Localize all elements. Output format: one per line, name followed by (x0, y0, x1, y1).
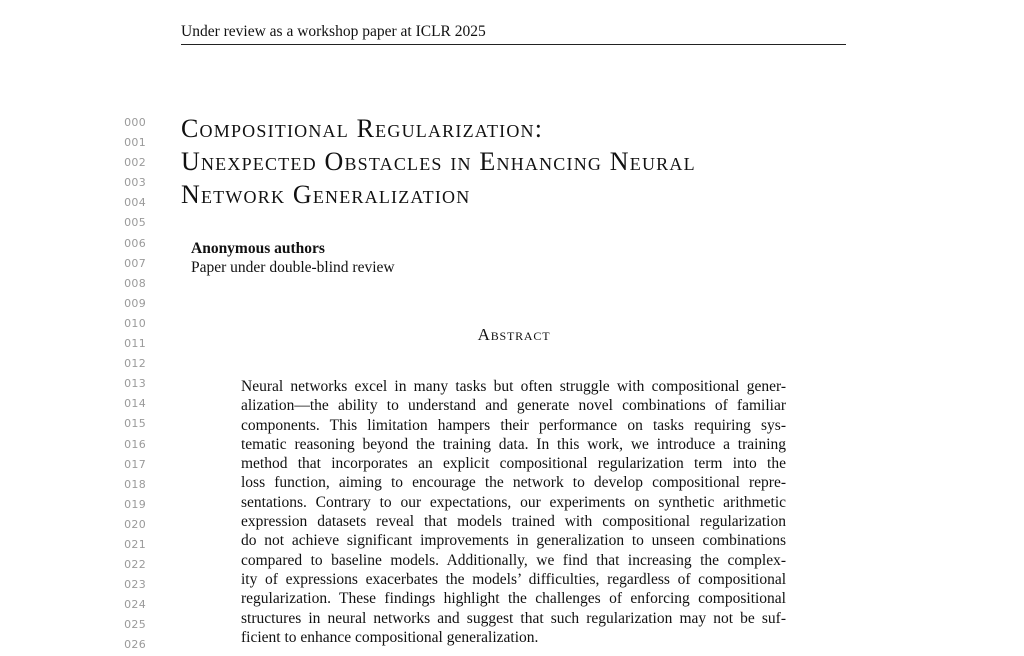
line-number: 015 (124, 417, 146, 431)
line-number: 001 (124, 136, 146, 150)
abstract-line: Neural networks excel in many tasks but often struggle with compositional gener- (241, 378, 786, 395)
abstract-line: tematic reasoning beyond the training data. In this work, we introduce a training (241, 435, 786, 453)
running-header: Under review as a workshop paper at ICLR 2025 (181, 22, 846, 45)
line-number: 004 (124, 196, 146, 210)
line-number: 020 (124, 517, 146, 531)
line-number: 023 (124, 578, 146, 592)
title-line-3: Network Generalization (181, 180, 471, 209)
author-affiliation: Paper under double-blind review (191, 259, 395, 276)
abstract-line: structures in neural networks and suggest that such regularization may not be suf- (241, 609, 786, 627)
line-number: 017 (124, 457, 146, 471)
line-number: 003 (124, 176, 146, 190)
abstract-line: loss function, aiming to encourage the network to develop compositional repre- (241, 474, 786, 492)
line-number: 000 (124, 116, 146, 129)
line-number: 010 (124, 316, 146, 330)
abstract-line: compared to baseline models. Additionally, we find that increasing the complex- (241, 551, 786, 569)
author-block (191, 239, 395, 277)
abstract-line: alization—the ability to understand and generate novel combinations of familiar (241, 397, 786, 415)
abstract-heading: Abstract (477, 325, 551, 344)
line-number: 012 (124, 357, 146, 371)
line-number: 013 (124, 377, 146, 391)
line-number: 002 (124, 156, 146, 170)
line-number: 007 (124, 256, 146, 270)
line-number: 008 (124, 276, 146, 290)
line-number: 018 (124, 477, 146, 491)
line-number: 005 (124, 216, 146, 230)
title-line-2: Unexpected Obstacles in Enhancing Neural (181, 147, 696, 176)
line-number: 025 (124, 618, 146, 632)
title-line-1: Compositional Regularization: (181, 114, 544, 143)
abstract-line: method that incorporates an explicit compositional regularization term into the (241, 455, 786, 473)
line-number: 019 (124, 497, 146, 511)
line-number: 016 (124, 437, 146, 451)
author-name: Anonymous authors (191, 240, 325, 257)
line-number: 026 (124, 638, 146, 652)
line-number: 024 (124, 598, 146, 612)
line-number: 022 (124, 558, 146, 572)
line-number: 009 (124, 296, 146, 310)
abstract-line: do not achieve significant improvements in generalization to unseen combinations (241, 532, 786, 550)
paper-title (181, 112, 861, 211)
abstract-body (241, 377, 786, 647)
line-number: 006 (124, 236, 146, 250)
abstract-line: ficient to enhance compositional generalization. (241, 628, 539, 646)
abstract-line: regularization. These findings highlight the challenges of enforcing compositional (241, 590, 786, 608)
abstract-line: sentations. Contrary to our expectations, our experiments on synthetic arithmetic (241, 493, 786, 511)
line-number: 014 (124, 397, 146, 411)
line-number: 011 (124, 337, 146, 351)
abstract-line: expression datasets reveal that models trained with compositional regularization (241, 513, 786, 531)
line-number: 021 (124, 537, 146, 551)
line-numbers-gutter (120, 113, 146, 656)
abstract-line: ity of expressions exacerbates the models’ difficulties, regardless of compositional (241, 570, 786, 588)
abstract-line: components. This limitation hampers their performance on tasks requiring sys- (241, 416, 786, 434)
